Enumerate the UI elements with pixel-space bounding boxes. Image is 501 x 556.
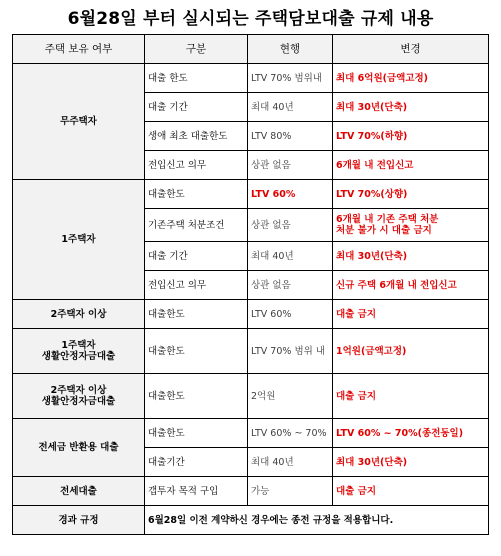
category-cell: 대출한도 <box>145 374 248 419</box>
category-cell: 대출 기간 <box>145 93 248 122</box>
change-cell: 6개월 내 기존 주택 처분 처분 불가 시 대출 금지 <box>333 209 489 242</box>
category-cell: 대출기간 <box>145 448 248 477</box>
change-cell: 신규 주택 6개월 내 전입신고 <box>333 271 489 300</box>
table-row <box>13 64 489 93</box>
change-cell: 6개월 내 전입신고 <box>333 151 489 180</box>
current-cell: LTV 60% <box>248 300 333 329</box>
current-cell: 상관 없음 <box>248 151 333 180</box>
change-cell: LTV 70%(하향) <box>333 122 489 151</box>
current-cell: 상관 없음 <box>248 209 333 242</box>
change-cell: 최대 30년(단축) <box>333 93 489 122</box>
category-cell: 갭투자 목적 구입 <box>145 477 248 506</box>
current-cell: 가능 <box>248 477 333 506</box>
regulation-table <box>12 34 489 535</box>
change-cell: LTV 60% ~ 70%(종전동일) <box>333 419 489 448</box>
group-one-living: 1주택자 생활안정자금대출 <box>13 329 145 374</box>
current-cell: 2억원 <box>248 374 333 419</box>
table-row <box>13 329 489 374</box>
change-cell: 대출 금지 <box>333 374 489 419</box>
category-cell: 대출한도 <box>145 300 248 329</box>
category-cell: 대출한도 <box>145 329 248 374</box>
header-change: 변경 <box>333 35 489 64</box>
group-one-house: 1주택자 <box>13 180 145 300</box>
table-row <box>13 300 489 329</box>
header-current: 현행 <box>248 35 333 64</box>
change-cell: 대출 금지 <box>333 477 489 506</box>
category-cell: 전입신고 의무 <box>145 271 248 300</box>
header-ownership: 주택 보유 여부 <box>13 35 145 64</box>
group-jeonse: 전세대출 <box>13 477 145 506</box>
category-cell: 대출한도 <box>145 419 248 448</box>
table-row <box>13 477 489 506</box>
group-no-house: 무주택자 <box>13 64 145 180</box>
current-cell: 최대 40년 <box>248 242 333 271</box>
change-cell: 1억원(금액고정) <box>333 329 489 374</box>
category-cell: 생애 최초 대출한도 <box>145 122 248 151</box>
table-row <box>13 374 489 419</box>
table-row <box>13 419 489 448</box>
header-row <box>13 35 489 64</box>
current-cell: LTV 60% ~ 70% <box>248 419 333 448</box>
category-cell: 대출 한도 <box>145 64 248 93</box>
current-cell: 상관 없음 <box>248 271 333 300</box>
change-cell: 대출 금지 <box>333 300 489 329</box>
change-cell: 최대 30년(단축) <box>333 448 489 477</box>
group-transition: 경과 규정 <box>13 506 145 535</box>
current-cell: LTV 80% <box>248 122 333 151</box>
table-row <box>13 506 489 535</box>
change-cell: LTV 70%(상향) <box>333 180 489 209</box>
current-cell: LTV 70% 범위 내 <box>248 329 333 374</box>
category-cell: 대출 기간 <box>145 242 248 271</box>
change-cell: 최대 30년(단축) <box>333 242 489 271</box>
category-cell: 전입신고 의무 <box>145 151 248 180</box>
transition-note: 6월28일 이전 계약하신 경우에는 종전 규정을 적용합니다. <box>145 506 489 535</box>
header-category: 구분 <box>145 35 248 64</box>
change-cell: 최대 6억원(금액고정) <box>333 64 489 93</box>
group-jeonse-return: 전세금 반환용 대출 <box>13 419 145 477</box>
category-cell: 기존주택 처분조건 <box>145 209 248 242</box>
group-two-plus: 2주택자 이상 <box>13 300 145 329</box>
current-cell: LTV 60% <box>248 180 333 209</box>
category-cell: 대출한도 <box>145 180 248 209</box>
page-title: 6월28일 부터 실시되는 주택담보대출 규제 내용 <box>67 9 434 29</box>
table-row <box>13 180 489 209</box>
group-two-living: 2주택자 이상 생활안정자금대출 <box>13 374 145 419</box>
current-cell: LTV 70% 범위내 <box>248 64 333 93</box>
current-cell: 최대 40년 <box>248 448 333 477</box>
current-cell: 최대 40년 <box>248 93 333 122</box>
